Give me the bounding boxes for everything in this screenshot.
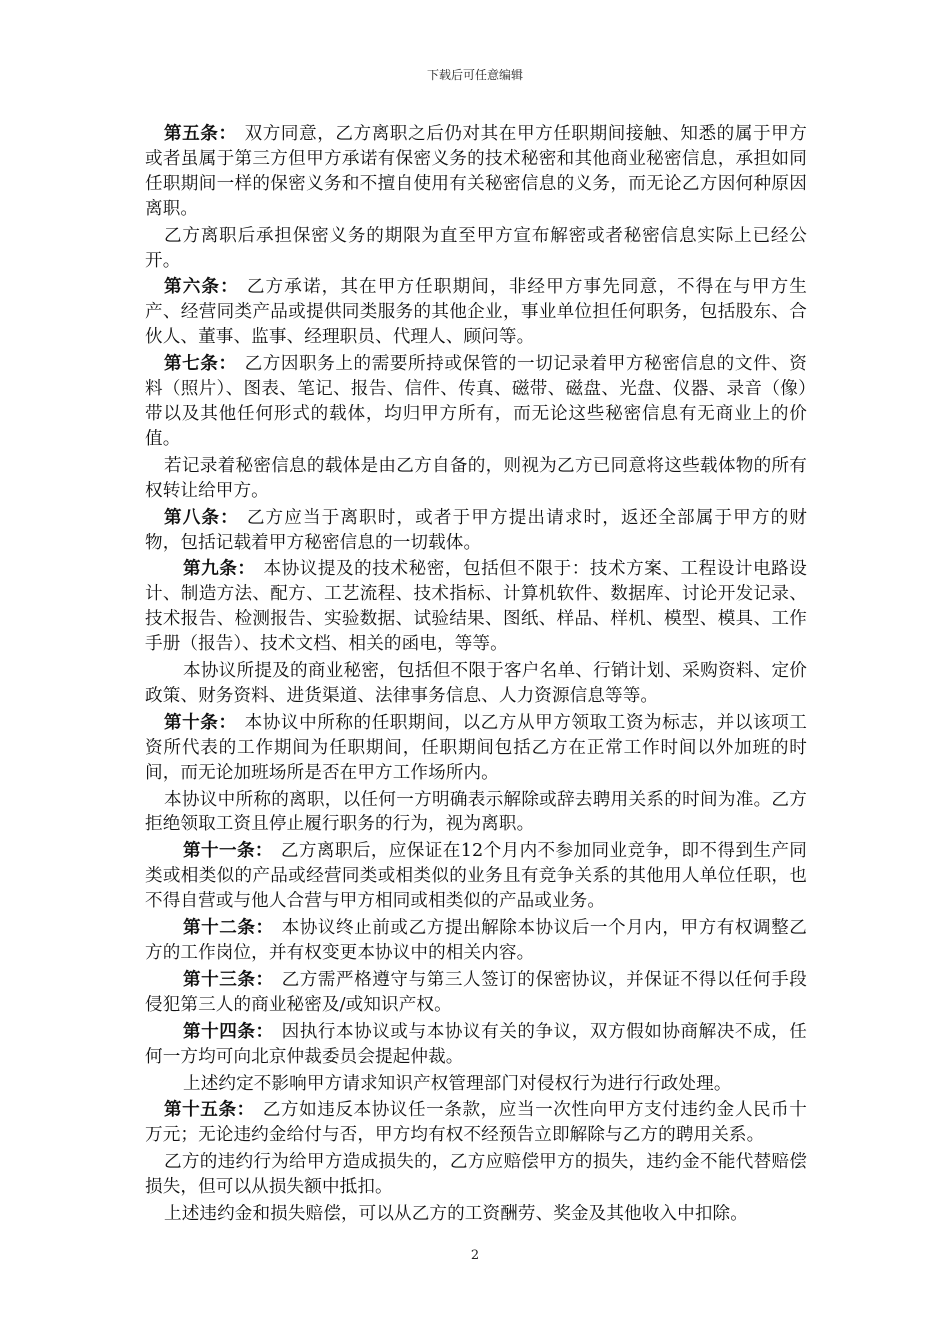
paragraph xyxy=(145,224,807,274)
article-heading: 第十四条： xyxy=(183,1020,274,1042)
article-heading: 第八条： xyxy=(164,506,239,528)
paragraph-article-7 xyxy=(145,352,807,452)
paragraph-text: 乙方的违约行为给甲方造成损失的，乙方应赔偿甲方的损失，违约金不能代替赔偿损失，但可以从损失额中抵扣。 xyxy=(145,1152,807,1198)
article-heading: 第十五条： xyxy=(164,1099,255,1121)
paragraph xyxy=(145,1202,807,1227)
paragraph-article-12 xyxy=(145,916,807,966)
paragraph xyxy=(145,454,807,504)
paragraph-article-14 xyxy=(145,1020,807,1070)
paragraph-article-15 xyxy=(145,1098,807,1148)
paragraph xyxy=(145,1150,807,1200)
paragraph xyxy=(145,1072,807,1097)
paragraph-text: 因执行本协议或与本协议有关的争议，双方假如协商解决不成，任何一方均可向北京仲裁委员会提起仲裁。 xyxy=(145,1021,807,1067)
paragraph-text: 本协议提及的技术秘密，包括但不限于：技术方案、工程设计电路设计、制造方法、配方、工艺流程、技术指标、计算机软件、数据库、讨论开发记录、技术报告、检测报告、实验数据、试验结果、图纸、样品、样机、模型、模具、工作手册（报告）、技术文档、相关的函电，等等。 xyxy=(145,559,807,655)
page-number: 2 xyxy=(470,1248,480,1263)
paragraph-text: 若记录着秘密信息的载体是由乙方自备的，则视为乙方已同意将这些载体物的所有权转让给甲方。 xyxy=(145,455,807,501)
paragraph-article-5 xyxy=(145,122,807,222)
paragraph-text: 乙方应当于离职时，或者于甲方提出请求时，返还全部属于甲方的财物，包括记载着甲方秘密信息的一切载体。 xyxy=(145,507,807,553)
paragraph-text: 双方同意，乙方离职之后仍对其在甲方任职期间接触、知悉的属于甲方或者虽属于第三方但甲方承诺有保密义务的技术秘密和其他商业秘密信息，承担如同任职期间一样的保密义务和不擅自使用有关秘密信息的义务，而无论乙方因何种原因离职。 xyxy=(145,124,807,219)
article-heading: 第六条： xyxy=(164,276,239,298)
article-heading: 第十条： xyxy=(164,711,237,733)
paragraph-article-13 xyxy=(145,968,807,1018)
paragraph-text: 本协议终止前或乙方提出解除本协议后一个月内，甲方有权调整乙方的工作岗位，并有权变更本协议中的相关内容。 xyxy=(145,918,807,963)
paragraph-text: 乙方需严格遵守与第三人签订的保密协议，并保证不得以任何手段侵犯第三人的商业秘密及/或知识产权。 xyxy=(145,969,807,1015)
paragraph-text: 乙方离职后承担保密义务的期限为直至甲方宣布解密或者秘密信息实际上已经公开。 xyxy=(145,225,807,271)
page-header: 下载后可任意编辑 xyxy=(426,68,523,82)
paragraph-article-10 xyxy=(145,711,807,786)
document-body xyxy=(145,122,807,1229)
paragraph-text: 本协议中所称的离职，以任何一方明确表示解除或辞去聘用关系的时间为准。乙方拒绝领取工资且停止履行职务的行为，视为离职。 xyxy=(145,789,807,835)
paragraph-text: 上述违约金和损失赔偿，可以从乙方的工资酬劳、奖金及其他收入中扣除。 xyxy=(164,1204,748,1225)
article-heading: 第九条： xyxy=(183,558,256,580)
paragraph-article-11 xyxy=(145,839,807,914)
paragraph-text: 乙方如违反本协议任一条款，应当一次性向甲方支付违约金人民币十万元；无论违约金给付与否，甲方均有权不经预告立即解除与乙方的聘用关系。 xyxy=(145,1100,807,1146)
article-heading: 第十一条： xyxy=(183,840,273,862)
paragraph-text: 本协议中所称的任职期间，以乙方从甲方领取工资为标志，并以该项工资所代表的工作期间为任职期间，任职期间包括乙方在正常工作时间以外加班的时间，而无论加班场所是否在甲方工作场所内。 xyxy=(145,712,807,783)
paragraph-text: 上述约定不影响甲方请求知识产权管理部门对侵权行为进行行政处理。 xyxy=(183,1073,732,1094)
article-heading: 第十二条： xyxy=(183,917,274,939)
paragraph-article-8 xyxy=(145,506,807,556)
article-heading: 第五条： xyxy=(164,123,237,144)
paragraph-article-9 xyxy=(145,557,807,657)
article-heading: 第十三条： xyxy=(183,968,274,990)
paragraph-text: 乙方因职务上的需要所持或保管的一切记录着甲方秘密信息的文件、资料（照片）、图表、笔记、报告、信件、传真、磁带、磁盘、光盘、仪器、录音（像）带以及其他任何形式的载体，均归甲方所有，而无论这些秘密信息有无商业上的价值。 xyxy=(145,354,807,449)
paragraph xyxy=(145,659,807,709)
paragraph-text: 乙方承诺，其在甲方任职期间，非经甲方事先同意，不得在与甲方生产、经营同类产品或提供同类服务的其他企业，事业单位担任何职务，包括股东、合伙人、董事、监事、经理职员、代理人、顾问等。 xyxy=(145,277,807,348)
paragraph-text: 乙方离职后，应保证在12个月内不参加同业竞争，即不得到生产同类或相类似的产品或经营同类或相类似的业务且有竞争关系的其他用人单位任职，也不得自营或与他人合营与甲方相同或相类似的产品或业务。 xyxy=(145,841,807,912)
paragraph xyxy=(145,788,807,838)
article-heading: 第七条： xyxy=(164,353,237,375)
paragraph-text: 本协议所提及的商业秘密，包括但不限于客户名单、行销计划、采购资料、定价政策、财务资料、进货渠道、法律事务信息、人力资源信息等等。 xyxy=(145,661,807,706)
paragraph-article-6 xyxy=(145,275,807,350)
